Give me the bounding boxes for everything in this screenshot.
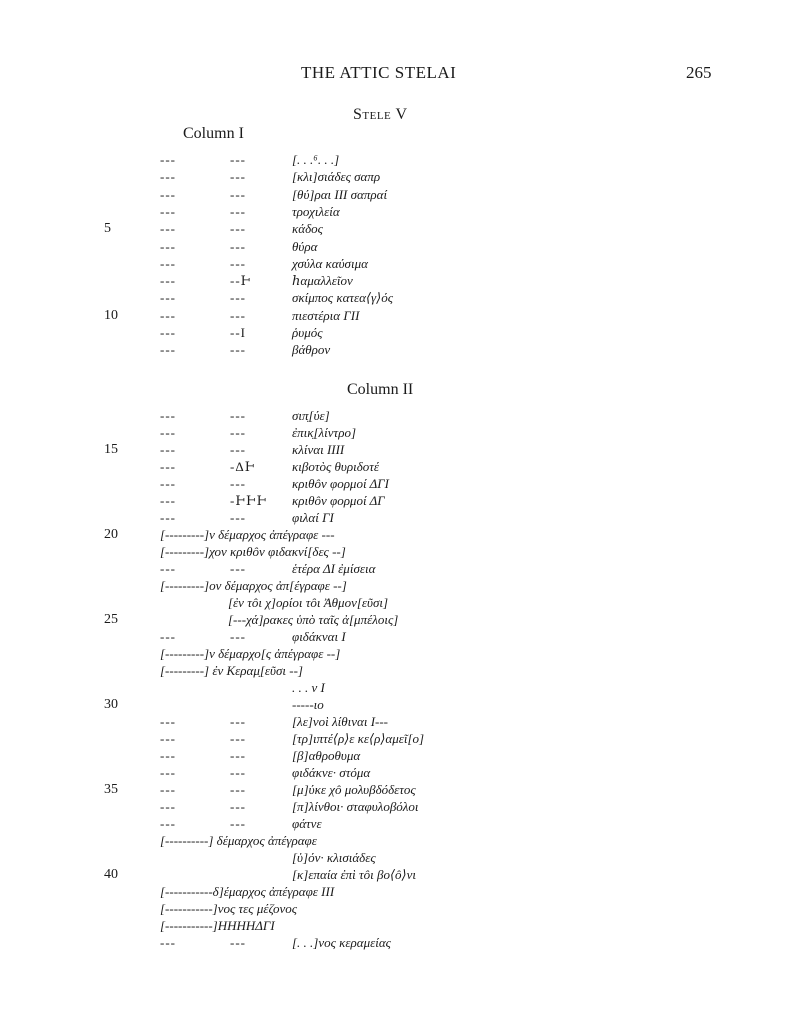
inscription-line <box>0 221 790 238</box>
lacuna-marker: --- <box>230 203 246 219</box>
lacuna-marker: --- <box>230 307 246 323</box>
inscription-line <box>0 816 790 833</box>
lacuna-marker: --- <box>230 629 246 644</box>
greek-text: [τρ]ιπτέ⟨ρ⟩ε κε⟨ρ⟩αμεῖ[ο] <box>292 731 425 746</box>
greek-text: [ὑ]όν· κλισιάδες <box>292 850 376 865</box>
greek-text: [---------]ν δέμαρχος ἀπέγραφε --- <box>160 527 335 542</box>
inscription-line <box>0 169 790 186</box>
greek-text: . . . ν Ι <box>292 680 325 695</box>
lacuna-marker: --- <box>230 221 246 237</box>
inscription-line <box>0 561 790 578</box>
lacuna-marker: --- <box>160 714 176 729</box>
inscription-line <box>0 408 790 425</box>
lacuna-marker: --- <box>230 425 246 440</box>
greek-text: πιεστέρια ΓΙΙ <box>292 307 360 323</box>
lacuna-marker: --- <box>160 408 176 423</box>
lacuna-marker: -ΔͰ <box>230 459 256 474</box>
greek-text: βάθρον <box>292 342 331 358</box>
line-number: 20 <box>104 527 118 542</box>
stele-title: Stele V <box>353 106 408 123</box>
greek-text: [π]λίνθοι· σταφυλοβόλοι <box>292 799 419 814</box>
inscription-line <box>0 595 790 612</box>
greek-text: φιδάκνε· στόμα <box>292 765 371 780</box>
inscription-line <box>0 935 790 952</box>
greek-text: κιβοτὸς θυριδοτέ <box>292 459 380 474</box>
lacuna-marker: -ͰͰͰ <box>230 493 268 508</box>
line-number: 35 <box>104 782 118 797</box>
lacuna-marker: --- <box>160 221 176 237</box>
greek-text: [-----------δ]έμαρχος ἀπέγραφε ΙΙΙ <box>160 884 335 899</box>
greek-text: ἑτέρα ΔΙ ἐμίσεια <box>292 561 376 576</box>
lacuna-marker: --- <box>230 714 246 729</box>
inscription-line <box>0 527 790 544</box>
lacuna-marker: --- <box>160 273 176 289</box>
lacuna-marker: --- <box>160 493 176 508</box>
lacuna-marker: --- <box>230 169 246 185</box>
lacuna-marker: --- <box>160 782 176 797</box>
greek-text: τροχιλεία <box>292 203 340 219</box>
lacuna-marker: --- <box>160 203 176 219</box>
lacuna-marker: --- <box>230 765 246 780</box>
lacuna-marker: --- <box>160 748 176 763</box>
greek-text: [λε]νοὶ λίθιναι Ι--- <box>292 714 389 729</box>
lacuna-marker: --- <box>230 186 246 202</box>
lacuna-marker: --- <box>230 782 246 797</box>
lacuna-marker: --- <box>160 342 176 358</box>
greek-text: [κλι]σιάδες σαπρ <box>292 169 381 185</box>
inscription-line <box>0 325 790 342</box>
inscription-line <box>0 765 790 782</box>
greek-text: -----ιο <box>292 697 324 712</box>
lacuna-marker: --- <box>160 290 176 306</box>
inscription-line <box>0 629 790 646</box>
inscription-line <box>0 425 790 442</box>
inscription-line <box>0 680 790 697</box>
greek-text: [---------]ον δέμαρχος ἀπ[έγραφε --] <box>160 578 347 593</box>
lacuna-marker: --- <box>230 152 246 167</box>
greek-text: φιλαί ΓΙ <box>292 510 334 525</box>
greek-text: κριθôν φορμοί ΔΓ <box>292 493 385 508</box>
lacuna-marker: --- <box>160 459 176 474</box>
lacuna-marker: --- <box>230 476 246 491</box>
lacuna-marker: --- <box>160 325 176 340</box>
greek-text: φάτνε <box>292 816 322 831</box>
lacuna-marker: --- <box>160 510 176 525</box>
inscription-line <box>0 799 790 816</box>
lacuna-marker: --- <box>230 748 246 763</box>
lacuna-marker: --- <box>230 255 246 271</box>
greek-text: χσύλα καύσιμα <box>292 255 368 271</box>
page-number: 265 <box>686 63 712 82</box>
greek-text: ἐπικ̣[λίντρο] <box>292 425 357 440</box>
greek-text: θύρα <box>292 238 318 254</box>
greek-text: [θύ]ραι ΙΙΙ σαπραί <box>292 186 388 202</box>
inscription-line <box>0 308 790 325</box>
inscription-line <box>0 646 790 663</box>
lacuna-marker: --Ι <box>230 325 246 340</box>
lacuna-marker: --- <box>230 510 246 525</box>
greek-text: [ἐν τôι χ]ορίοι τôι Ἀθμον[εῦσι] <box>228 595 389 610</box>
greek-text: [----------] δέμαρχος ἀπέγραφε <box>160 833 317 848</box>
lacuna-marker: --- <box>160 935 176 950</box>
inscription-line <box>0 290 790 307</box>
lacuna-marker: --Ͱ <box>230 273 252 289</box>
greek-text: [-----------]νος τες μέζονος <box>160 901 298 916</box>
inscription-line <box>0 152 790 169</box>
column-i-heading: Column I <box>183 125 244 142</box>
greek-text: [μ]ύκε χô μολυβδόδετος <box>292 782 416 797</box>
greek-text: κάδος <box>292 221 323 237</box>
greek-text: [κ]επαία ἐπὶ τôι βο⟨ô⟩νι <box>292 867 417 882</box>
lacuna-marker: --- <box>230 816 246 831</box>
line-number: 15 <box>104 442 118 457</box>
inscription-line <box>0 273 790 290</box>
lacuna-marker: --- <box>160 442 176 457</box>
inscription-line <box>0 748 790 765</box>
inscription-line <box>0 510 790 527</box>
inscription-line <box>0 239 790 256</box>
lacuna-marker: --- <box>160 476 176 491</box>
lacuna-marker: --- <box>160 186 176 202</box>
greek-text: [---------] ἐν Κεραμ̣[εῦσι --] <box>160 663 303 678</box>
greek-text: σιπ̣[ύε] <box>292 408 330 423</box>
inscription-line <box>0 256 790 273</box>
lacuna-marker: --- <box>230 935 246 950</box>
inscription-line <box>0 493 790 510</box>
greek-text: κλίναι ΙΙΙΙ <box>292 442 345 457</box>
greek-text: [β]αθροθυμα <box>292 748 361 763</box>
lacuna-marker: --- <box>160 425 176 440</box>
lacuna-marker: --- <box>160 799 176 814</box>
greek-text: [---------]ν δέμαρχο[ς ἀπέγραφε --] <box>160 646 341 661</box>
inscription-line <box>0 544 790 561</box>
inscription-line <box>0 476 790 493</box>
lacuna-marker: --- <box>230 561 246 576</box>
lacuna-marker: --- <box>160 169 176 185</box>
lacuna-marker: --- <box>230 408 246 423</box>
inscription-line <box>0 578 790 595</box>
greek-text: [---χά]ρακες ὑπὸ ταῖς ἀ[μπέλοις] <box>228 612 399 627</box>
greek-text: [---------]χον κριθôν φιδακνί[δες --] <box>160 544 346 559</box>
inscription-line <box>0 731 790 748</box>
lacuna-marker: --- <box>160 765 176 780</box>
inscription-line <box>0 867 790 884</box>
lacuna-marker: --- <box>160 561 176 576</box>
greek-text: φιδάκναι Ι <box>292 629 346 644</box>
inscription-line <box>0 187 790 204</box>
lacuna-marker: --- <box>160 255 176 271</box>
lacuna-marker: --- <box>230 238 246 254</box>
lacuna-marker: --- <box>230 342 246 358</box>
inscription-line <box>0 612 790 629</box>
inscription-line <box>0 850 790 867</box>
inscription-line <box>0 663 790 680</box>
lacuna-marker: --- <box>160 238 176 254</box>
greek-text: [. . .⁶. . .] <box>292 152 340 167</box>
lacuna-marker: --- <box>160 816 176 831</box>
inscription-line <box>0 714 790 731</box>
lacuna-marker: --- <box>160 731 176 746</box>
line-number: 40 <box>104 867 118 882</box>
line-number: 10 <box>104 307 118 323</box>
inscription-line <box>0 697 790 714</box>
lacuna-marker: --- <box>160 307 176 323</box>
lacuna-marker: --- <box>230 442 246 457</box>
lacuna-marker: --- <box>160 152 176 167</box>
greek-text: κριθôν φορμοί ΔΓΙ <box>292 476 389 491</box>
inscription-line <box>0 901 790 918</box>
greek-text: ℎαμαλλεῖον <box>292 273 353 289</box>
greek-text: [. . .]νος κεραμείας <box>292 935 391 950</box>
inscription-line <box>0 342 790 359</box>
line-number: 30 <box>104 697 118 712</box>
lacuna-marker: --- <box>160 629 176 644</box>
column-ii-heading: Column II <box>347 381 414 398</box>
greek-text: [-----------]ΗΗΗΗΔΓΙ <box>160 918 275 933</box>
line-number: 25 <box>104 612 118 627</box>
inscription-line <box>0 833 790 850</box>
line-number: 5 <box>104 221 111 237</box>
lacuna-marker: --- <box>230 290 246 306</box>
lacuna-marker: --- <box>230 731 246 746</box>
inscription-line <box>0 918 790 935</box>
greek-text: σκίμπος κατεα⟨γ⟩ός <box>292 290 394 306</box>
inscription-line <box>0 204 790 221</box>
inscription-line <box>0 782 790 799</box>
lacuna-marker: --- <box>230 799 246 814</box>
inscription-line <box>0 884 790 901</box>
running-head: THE ATTIC STELAI <box>301 63 457 82</box>
greek-text: ῥυμός <box>292 325 323 340</box>
inscription-line <box>0 459 790 476</box>
inscription-line <box>0 442 790 459</box>
